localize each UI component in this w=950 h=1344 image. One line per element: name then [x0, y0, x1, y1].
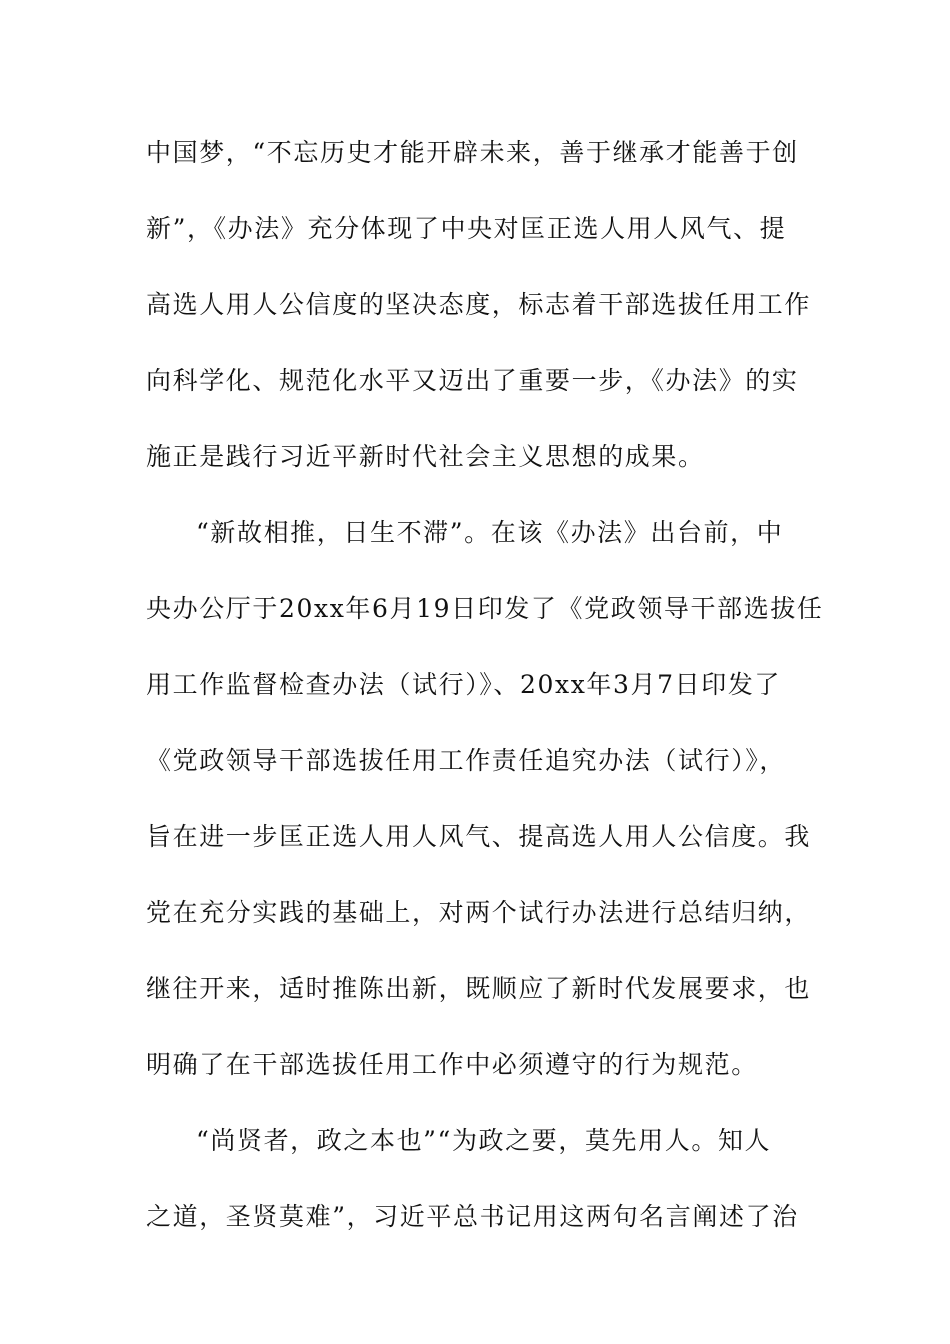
text-line: 《党政领导干部选拔任用工作责任追究办法（试行）》，: [146, 746, 787, 775]
text-line: 中国梦，“不忘历史才能开辟未来，善于继承才能善于创: [146, 138, 799, 167]
text-line: 施正是践行习近平新时代社会主义思想的成果。: [146, 442, 705, 471]
paragraph-start-line: “新故相推，日生不滞”。在该《办法》出台前，中: [196, 518, 784, 547]
text-line: 旨在进一步匡正选人用人风气、提高选人用人公信度。我: [146, 822, 812, 851]
text-line: 高选人用人公信度的坚决态度，标志着干部选拔任用工作: [146, 290, 812, 319]
body-text: [146, 124, 824, 1264]
text-line: 用工作监督检查办法（试行）》、20xx年3月7日印发了: [146, 670, 782, 699]
text-line: 明确了在干部选拔任用工作中必须遵守的行为规范。: [146, 1050, 758, 1079]
text-line: 继往开来，适时推陈出新，既顺应了新时代发展要求，也: [146, 974, 812, 1003]
text-line: 之道，圣贤莫难”，习近平总书记用这两句名言阐述了治: [146, 1202, 799, 1231]
text-line: 新”，《办法》充分体现了中央对匡正选人用人风气、提: [146, 214, 787, 243]
text-line: 央办公厅于20xx年6月19日印发了《党政领导干部选拔任: [146, 594, 824, 623]
paragraph-start-line: “尚贤者，政之本也”“为政之要，莫先用人。知人: [196, 1126, 772, 1155]
text-line: 向科学化、规范化水平又迈出了重要一步，《办法》的实: [146, 366, 799, 395]
text-line: 党在充分实践的基础上，对两个试行办法进行总结归纳，: [146, 898, 812, 927]
